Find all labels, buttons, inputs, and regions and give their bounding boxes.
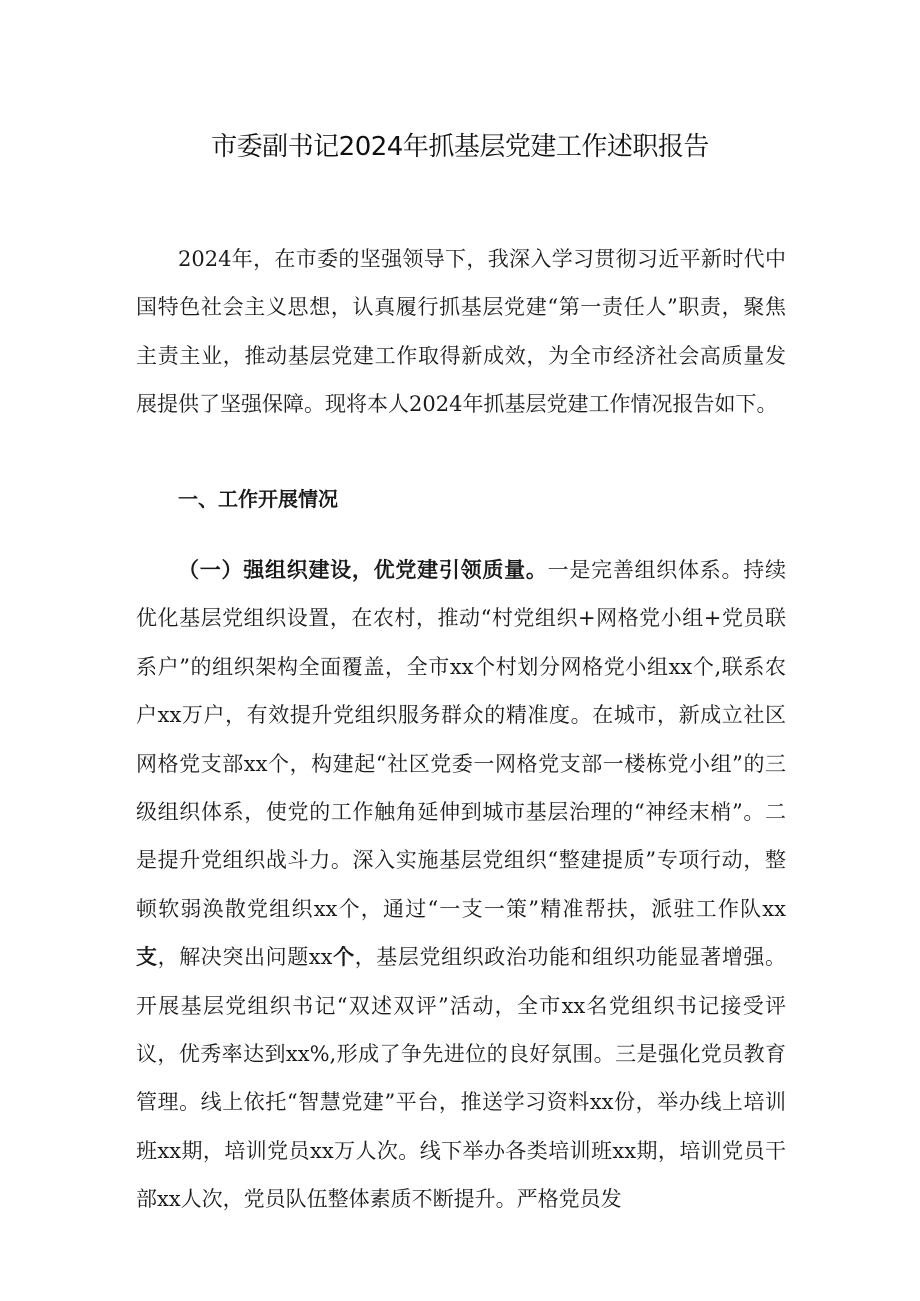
paragraph-text: 一是完善组织体系。持续优化基层党组织设置，在农村，推动“村党组织+网格党小组+党员联系户”的组织架构全面覆盖，全市xx个村划分网格党小组xx个,联系农户xx万户，有效提升党组织服务群众的精准度。在城市，新成立社区网格党支部xx个，构建起“社区党委一网格党支部一楼栋党小组”的三级组织体系，使党的工作触角延伸到城市基层治理的“神经末梢”。二是提升党组织战斗力。深入实施基层党组织“整建提质”专项行动，整顿软弱涣散党组织xx个，通过“一支一策”精准帮扶，派驻工作队xx — [136, 558, 787, 921]
subsection-paragraph — [136, 546, 786, 1224]
document-title: 市委副书记2024年抓基层党建工作述职报告 — [211, 132, 709, 162]
intro-paragraph: 2024年，在市委的坚强领导下，我深入学习贯彻习近平新时代中国特色社会主义思想，认真履行抓基层党建“第一责任人”职责，聚焦主责主业，推动基层党建工作取得新成效，为全市经济社会高质量发展提供了坚强保障。现将本人2024年抓基层党建工作情况报告如下。 — [136, 247, 786, 417]
subsection-lead: （一）强组织建设，优党建引领质量。 — [178, 558, 548, 582]
paragraph-bold-text: 个 — [332, 945, 355, 970]
section-heading: 一、工作开展情况 — [178, 487, 338, 511]
paragraph-text: ，解决突出问题xx — [157, 945, 333, 970]
paragraph-bold-text: 支 — [136, 945, 158, 970]
paragraph-text: ，基层党组织政治功能和组织功能显著增强。开展基层党组织书记“双述双评”活动，全市xx名党组织书记接受评议，优秀率达到xx%,形成了争先进位的良好氛围。三是强化党员教育管理。线上依托“智慧党建”平台，推送学习资料xx份，举办线上培训班xx期，培训党员xx万人次。线下举办各类培训班xx期，培训党员干部xx人次，党员队伍整体素质不断提升。严格党员发 — [136, 945, 787, 1212]
